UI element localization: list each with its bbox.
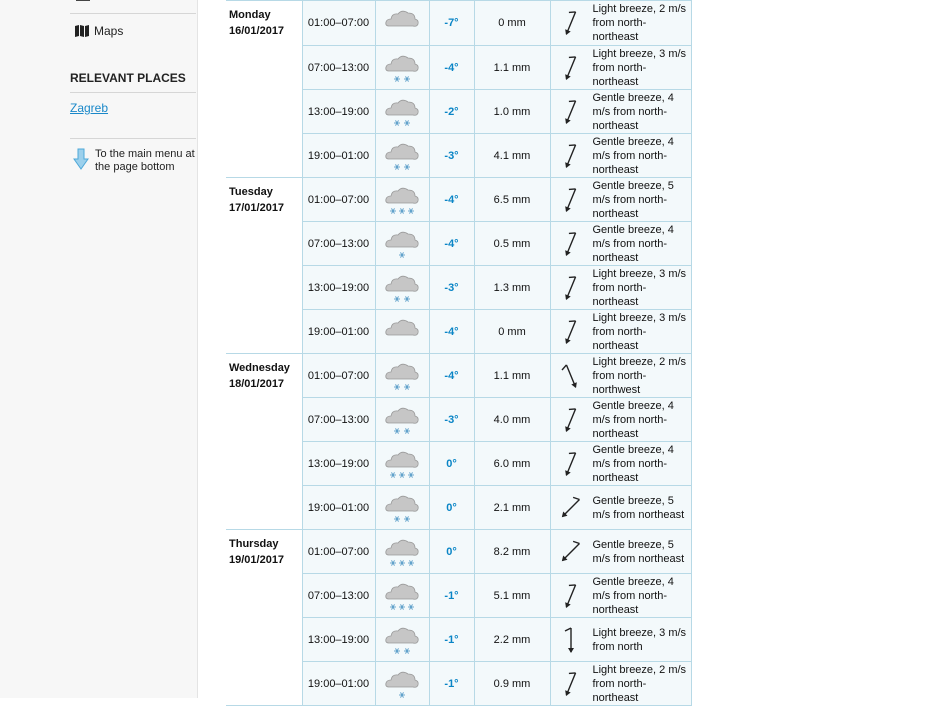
weekday-label: Tuesday [229,186,273,198]
precipitation: 1.1 mm [474,46,550,90]
precipitation: 5.1 mm [474,574,550,618]
weekday-label: Wednesday [229,362,290,374]
cloud-snow-icon [383,579,421,613]
weather-symbol [375,530,429,574]
time-period: 19:00–01:00 [302,134,375,178]
precipitation: 2.2 mm [474,618,550,662]
temperature: -3° [429,398,474,442]
wind-arrow-icon [555,6,587,40]
date-label: 19/01/2017 [229,554,285,566]
cloud-snow-icon [383,535,421,569]
precipitation: 1.3 mm [474,266,550,310]
temperature: -1° [429,662,474,706]
relevant-places-title: RELEVANT PLACES [70,71,186,85]
cloud-snow-icon [383,51,421,85]
temperature: 0° [429,486,474,530]
temperature: -4° [429,178,474,222]
precipitation: 6.5 mm [474,178,550,222]
place-link-zagreb[interactable]: Zagreb [70,101,109,115]
wind-description: Gentle breeze, 5 m/s from northeast [592,538,685,565]
wind-cell [550,442,691,486]
wind-arrow-icon [555,183,587,217]
precipitation: 2.1 mm [474,486,550,530]
cloud-snow-icon [383,227,421,261]
cloud-snow-icon [383,359,421,393]
temperature: -2° [429,90,474,134]
temperature: 0° [429,530,474,574]
wind-arrow-icon [555,95,587,129]
cloud-snow-icon [383,183,421,217]
cloud-snow-icon [383,667,421,701]
wind-arrow-icon [555,667,587,701]
time-period: 07:00–13:00 [302,398,375,442]
temperature: 0° [429,442,474,486]
forecast-table [226,0,692,706]
wind-description: Gentle breeze, 4 m/s from north-northeast [592,135,674,176]
wind-cell [550,398,691,442]
forecast-row [226,178,691,222]
wind-cell [550,46,691,90]
time-period: 19:00–01:00 [302,662,375,706]
wind-cell [550,134,691,178]
wind-arrow-icon [555,315,587,349]
cloud-snow-icon [383,95,421,129]
wind-description: Light breeze, 3 m/s from north [592,626,687,653]
maps-label: Maps [94,24,124,38]
menu-icon[interactable] [76,0,90,1]
precipitation: 8.2 mm [474,530,550,574]
time-period: 19:00–01:00 [302,310,375,354]
wind-cell [550,1,691,46]
time-period: 01:00–07:00 [302,530,375,574]
wind-arrow-icon [555,623,587,657]
wind-cell [550,530,691,574]
day-cell [226,530,302,706]
main-menu-link-label: To the main menu at the page bottom [95,148,195,173]
wind-arrow-icon [555,535,587,569]
time-period: 01:00–07:00 [302,354,375,398]
temperature: -7° [429,1,474,46]
temperature: -3° [429,134,474,178]
precipitation: 0.5 mm [474,222,550,266]
forecast-row [226,1,691,46]
wind-description: Light breeze, 3 m/s from north-northeast [592,47,687,88]
day-cell [226,1,302,178]
wind-description: Gentle breeze, 4 m/s from north-northeast [592,223,674,264]
weather-symbol [375,222,429,266]
wind-description: Gentle breeze, 5 m/s from north-northeast [592,179,674,220]
weather-symbol [375,442,429,486]
wind-arrow-icon [555,403,587,437]
wind-arrow-icon [555,227,587,261]
wind-arrow-icon [555,51,587,85]
time-period: 13:00–19:00 [302,442,375,486]
time-period: 07:00–13:00 [302,574,375,618]
wind-description: Gentle breeze, 4 m/s from north-northeast [592,575,674,616]
main-menu-link[interactable] [73,148,197,174]
wind-description: Light breeze, 3 m/s from north-northeast [592,267,687,308]
weather-symbol [375,46,429,90]
wind-cell [550,310,691,354]
wind-description: Gentle breeze, 4 m/s from north-northeast [592,399,674,440]
weather-symbol [375,310,429,354]
maps-link[interactable] [75,24,123,38]
time-period: 19:00–01:00 [302,486,375,530]
divider [70,13,196,14]
wind-arrow-icon [555,491,587,525]
precipitation: 4.0 mm [474,398,550,442]
wind-arrow-icon [555,359,587,393]
precipitation: 6.0 mm [474,442,550,486]
forecast-row [226,530,691,574]
weather-symbol [375,354,429,398]
temperature: -4° [429,46,474,90]
time-period: 13:00–19:00 [302,618,375,662]
temperature: -3° [429,266,474,310]
weather-symbol [375,574,429,618]
wind-description: Gentle breeze, 4 m/s from north-northeast [592,443,674,484]
date-label: 16/01/2017 [229,25,285,37]
weather-symbol [375,178,429,222]
divider [70,92,196,93]
wind-arrow-icon [555,579,587,613]
wind-cell [550,354,691,398]
time-period: 07:00–13:00 [302,46,375,90]
wind-arrow-icon [555,447,587,481]
temperature: -1° [429,574,474,618]
precipitation: 4.1 mm [474,134,550,178]
precipitation: 0 mm [474,310,550,354]
arrow-down-icon [73,148,89,170]
wind-description: Gentle breeze, 5 m/s from northeast [592,494,685,521]
temperature: -4° [429,354,474,398]
precipitation: 0 mm [474,1,550,46]
weather-symbol [375,662,429,706]
time-period: 01:00–07:00 [302,1,375,46]
time-period: 07:00–13:00 [302,222,375,266]
cloud-snow-icon [383,6,421,40]
temperature: -4° [429,222,474,266]
cloud-snow-icon [383,271,421,305]
cloud-snow-icon [383,491,421,525]
weekday-label: Thursday [229,538,279,550]
wind-cell [550,90,691,134]
cloud-snow-icon [383,403,421,437]
wind-description: Light breeze, 2 m/s from north-northeast [592,3,687,43]
weather-symbol [375,134,429,178]
date-label: 18/01/2017 [229,378,285,390]
wind-description: Light breeze, 2 m/s from north-northwest [592,355,687,396]
wind-cell [550,574,691,618]
precipitation: 1.1 mm [474,354,550,398]
weather-symbol [375,398,429,442]
sidebar [0,0,198,698]
cloud-snow-icon [383,623,421,657]
wind-arrow-icon [555,271,587,305]
forecast-row [226,354,691,398]
weather-symbol [375,618,429,662]
day-cell [226,178,302,354]
wind-cell [550,618,691,662]
wind-cell [550,266,691,310]
time-period: 13:00–19:00 [302,266,375,310]
weather-symbol [375,266,429,310]
cloud-snow-icon [383,315,421,349]
cloud-snow-icon [383,139,421,173]
temperature: -4° [429,310,474,354]
day-cell [226,354,302,530]
date-label: 17/01/2017 [229,202,285,214]
divider [70,138,196,139]
temperature: -1° [429,618,474,662]
time-period: 01:00–07:00 [302,178,375,222]
wind-description: Light breeze, 2 m/s from north-northeast [592,663,687,704]
wind-cell [550,662,691,706]
cloud-snow-icon [383,447,421,481]
weekday-label: Monday [229,9,271,21]
weather-symbol [375,90,429,134]
precipitation: 1.0 mm [474,90,550,134]
wind-description: Gentle breeze, 4 m/s from north-northeast [592,91,674,132]
wind-cell [550,178,691,222]
map-icon [75,25,89,37]
wind-cell [550,222,691,266]
weather-symbol [375,486,429,530]
wind-description: Light breeze, 3 m/s from north-northeast [592,311,687,352]
wind-cell [550,486,691,530]
precipitation: 0.9 mm [474,662,550,706]
time-period: 13:00–19:00 [302,90,375,134]
weather-symbol [375,1,429,46]
wind-arrow-icon [555,139,587,173]
